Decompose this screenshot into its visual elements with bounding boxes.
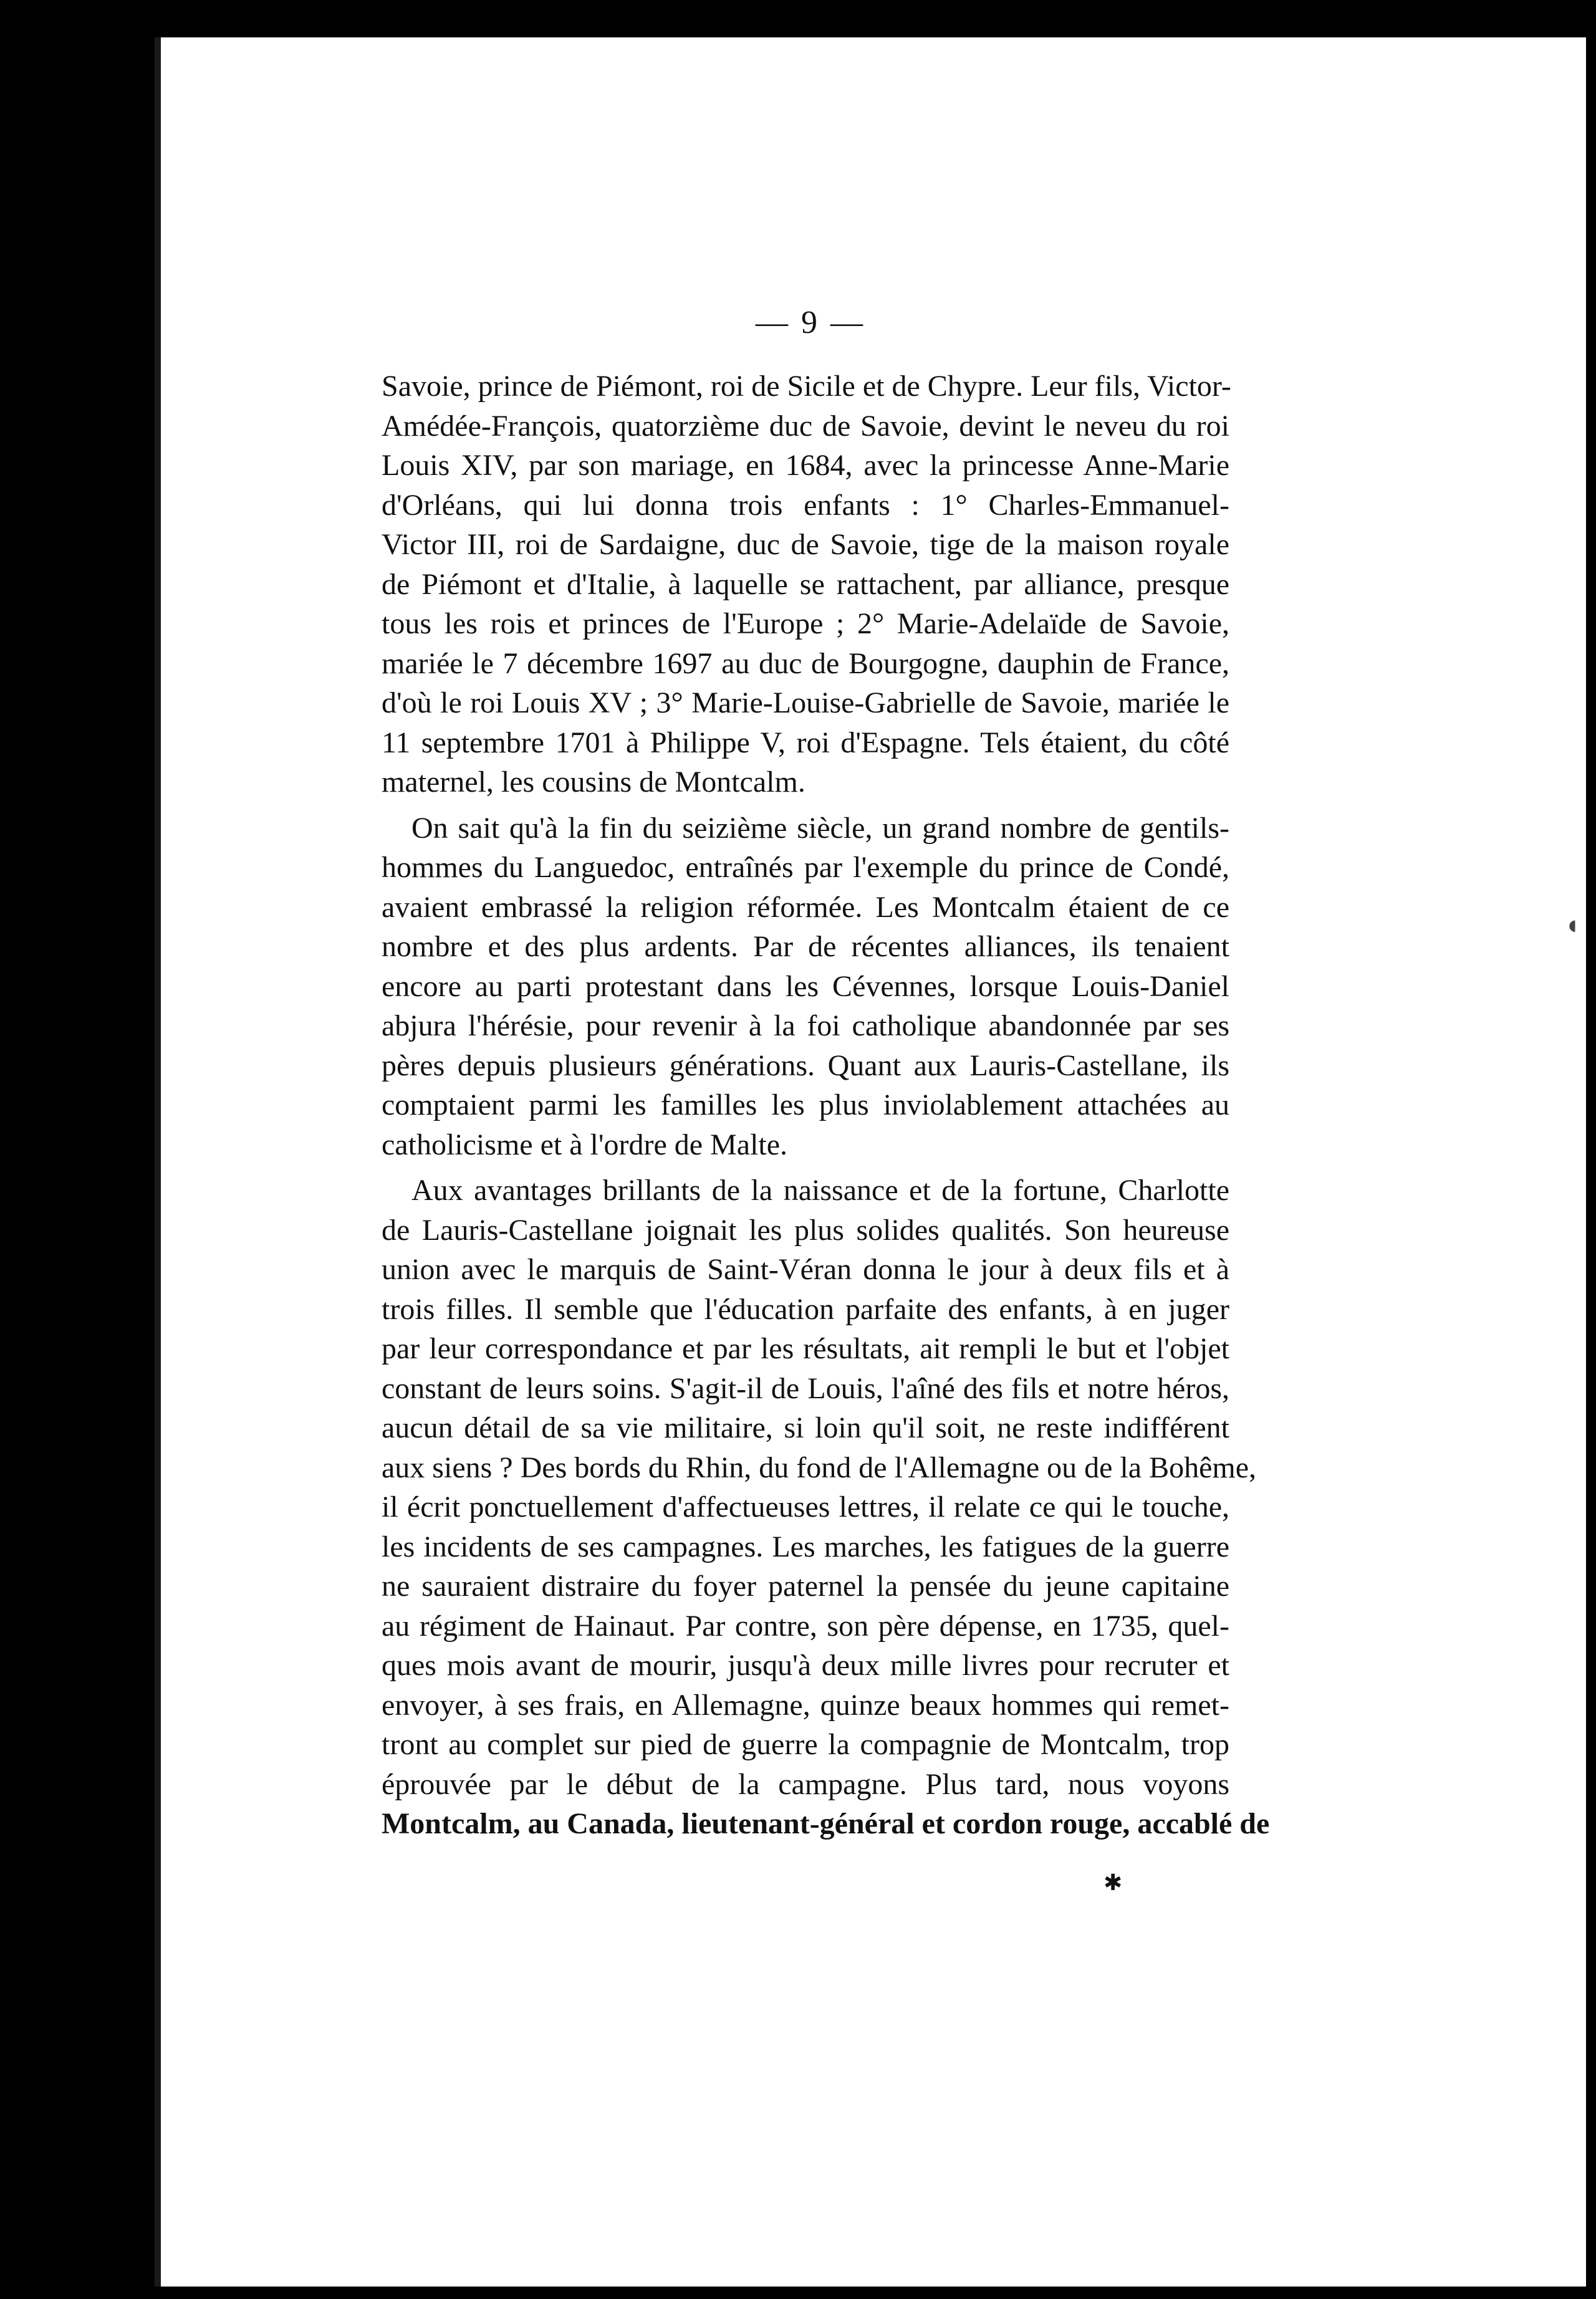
edge-tab-icon: ◖ bbox=[1569, 916, 1577, 934]
text-line: union avec le marquis de Saint-Véran donna le jour à deux fils et à bbox=[382, 1253, 1229, 1286]
text-line: par leur correspondance et par les résultats, ait rempli le but et l'objet bbox=[382, 1332, 1229, 1365]
text-line: nombre et des plus ardents. Par de récentes alliances, ils tenaient bbox=[382, 930, 1229, 963]
text-line: encore au parti protestant dans les Cévennes, lorsque Louis-Daniel bbox=[382, 969, 1229, 1003]
text-line: Montcalm, au Canada, lieutenant-général et cordon rouge, accablé de bbox=[382, 1807, 1270, 1840]
text-line: Louis XIV, par son mariage, en 1684, avec la princesse Anne-Marie bbox=[382, 449, 1229, 482]
text-line: abjura l'hérésie, pour revenir à la foi catholique abandonnée par ses bbox=[382, 1009, 1229, 1042]
text-line: 11 septembre 1701 à Philippe V, roi d'Espagne. Tels étaient, du côté bbox=[382, 726, 1229, 759]
text-line: trois filles. Il semble que l'éducation parfaite des enfants, à en juger bbox=[382, 1292, 1229, 1326]
text-line: Amédée-François, quatorzième duc de Savoie, devint le neveu du roi bbox=[382, 409, 1229, 443]
text-line: hommes du Languedoc, entraînés par l'exemple du prince de Condé, bbox=[382, 851, 1229, 884]
text-line: catholicisme et à l'ordre de Malte. bbox=[382, 1128, 788, 1161]
paragraph-3 bbox=[382, 1171, 1270, 1844]
text-line: il écrit ponctuellement d'affectueuses lettres, il relate ce qui le touche, bbox=[382, 1490, 1229, 1524]
text-line: tront au complet sur pied de guerre la compagnie de Montcalm, trop bbox=[382, 1728, 1229, 1761]
text-line: d'où le roi Louis XV ; 3° Marie-Louise-Gabrielle de Savoie, mariée le bbox=[382, 686, 1229, 719]
text-line: aux siens ? Des bords du Rhin, du fond de l'Allemagne ou de la Bohême, bbox=[382, 1451, 1257, 1484]
page-number: — 9 — bbox=[756, 305, 865, 340]
text-line: aucun détail de sa vie militaire, si loin qu'il soit, ne reste indifférent bbox=[382, 1411, 1229, 1444]
text-line: constant de leurs soins. S'agit-il de Louis, l'aîné des fils et notre héros, bbox=[382, 1371, 1229, 1405]
text-line: Savoie, prince de Piémont, roi de Sicile et de Chypre. Leur fils, Victor- bbox=[382, 370, 1231, 403]
paragraph-1 bbox=[382, 367, 1229, 802]
text-line: ne sauraient distraire du foyer paternel la pensée du jeune capitaine bbox=[382, 1570, 1229, 1603]
text-line: de Lauris-Castellane joignait les plus solides qualités. Son heureuse bbox=[382, 1213, 1229, 1247]
text-line: d'Orléans, qui lui donna trois enfants : 1° Charles-Emmanuel- bbox=[382, 488, 1229, 522]
body-text bbox=[382, 367, 1270, 1850]
text-line: éprouvée par le début de la campagne. Plus tard, nous voyons bbox=[382, 1767, 1229, 1801]
text-line: Victor III, roi de Sardaigne, duc de Savoie, tige de la maison royale bbox=[382, 528, 1229, 561]
text-line: maternel, les cousins de Montcalm. bbox=[382, 766, 805, 799]
text-line: ques mois avant de mourir, jusqu'à deux mille livres pour recruter et bbox=[382, 1649, 1229, 1682]
signature-mark-icon: ✱ bbox=[1103, 1870, 1123, 1896]
binding-edge bbox=[155, 37, 161, 2287]
text-line: avaient embrassé la religion réformée. Les Montcalm étaient de ce bbox=[382, 890, 1229, 924]
text-line: de Piémont et d'Italie, à laquelle se rattachent, par alliance, presque bbox=[382, 567, 1229, 601]
text-line: au régiment de Hainaut. Par contre, son père dépense, en 1735, quel- bbox=[382, 1609, 1229, 1643]
text-line: Aux avantages brillants de la naissance et de la fortune, Charlotte bbox=[411, 1174, 1229, 1207]
text-line: envoyer, à ses frais, en Allemagne, quinze beaux hommes qui remet- bbox=[382, 1688, 1229, 1722]
text-line: mariée le 7 décembre 1697 au duc de Bourgogne, dauphin de France, bbox=[382, 646, 1229, 680]
paragraph-2 bbox=[382, 809, 1229, 1165]
text-line: tous les rois et princes de l'Europe ; 2° Marie-Adelaïde de Savoie, bbox=[382, 607, 1229, 640]
text-line: les incidents de ses campagnes. Les marches, les fatigues de la guerre bbox=[382, 1530, 1229, 1563]
text-line: pères depuis plusieurs générations. Quant aux Lauris-Castellane, ils bbox=[382, 1049, 1229, 1082]
text-line: On sait qu'à la fin du seizième siècle, un grand nombre de gentils- bbox=[411, 811, 1229, 845]
text-line: comptaient parmi les familles les plus inviolablement attachées au bbox=[382, 1088, 1229, 1121]
